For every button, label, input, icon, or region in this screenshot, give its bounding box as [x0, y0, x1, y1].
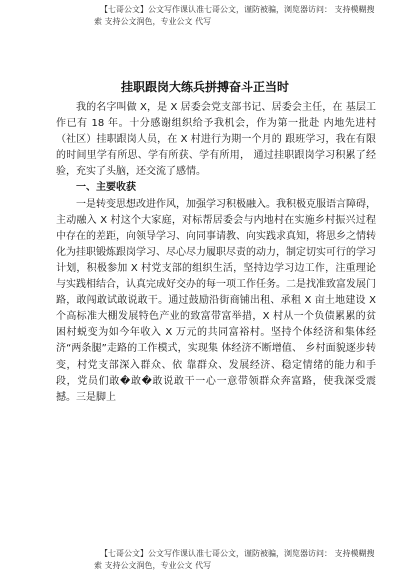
section-heading: 一、主要收获	[76, 182, 136, 194]
top-banner-line-2: 索 支持公文润色，专业公文 代写	[94, 17, 212, 26]
top-banner-line-1: 【七哥公文】公文写作课认准七哥公文，谨防被骗，浏览器访问： 支持模糊搜	[100, 5, 375, 14]
bottom-banner-line-1: 【七哥公文】公文写作课认准七哥公文，谨防被骗，浏览器访问： 支持模糊搜	[100, 549, 375, 558]
intro-paragraph: 我的名字叫做 X，是 X 居委会党支部书记、居委会主任，在 基层工作已有 18 年。十分感谢组织给予我机会，作为第一批赴 内地先进村（社区）挂职跟岗人员，在 X 村进行为期一个月的 跟班学习，我在有限的时间里学有所思、学有所获、学有所用， 通过挂职跟岗学习积累了经验，充实了头脑，还交流了感情。	[56, 102, 376, 178]
document-title: 挂职跟岗大练兵拼搏奋斗正当时	[120, 80, 289, 94]
bottom-banner-line-2: 索 支持公文润色，专业公文 代写	[94, 561, 212, 570]
document-body	[56, 100, 376, 406]
body-paragraph: 一是转变思想改进作风，加强学习积极融入。我积极克服语言障碍，主动融入 X 村这个大家庭，对标帮居委会与内地村在实施乡村振兴过程中存在的差距，向领导学习、向同事请教、向实践求真知，将思乡之情转化为挂职锻炼跟岗学习、尽心尽力履职尽责的动力，制定切实可行的学习计划，积极参加 X 村党支部的组织生活，坚持边学习边工作，注重理论与实践相结合，认真完成好交办的每一项工作任务。二是找准致富发展门路，敢闯敢试敢说敢干。通过鼓励沿街商铺出租、承租 X 亩土地建设 X 个高标准大棚发展特色产业的致富带富举措，X 村从一个负债累累的贫困村蜕变为如今年收入 X 万元的共同富裕村。坚持个体经济和集体经济“两条腿”走路的工作模式，实现集 体经济不断增值、 乡村面貌逐步转变，村党支部深入群众、依 靠群众、发展经济、稳定情绪的能力和手段，党员们敢�敢�敢说敢干一心一意带领群众奔富路，使我深受震撼。三是脚上	[56, 198, 376, 403]
